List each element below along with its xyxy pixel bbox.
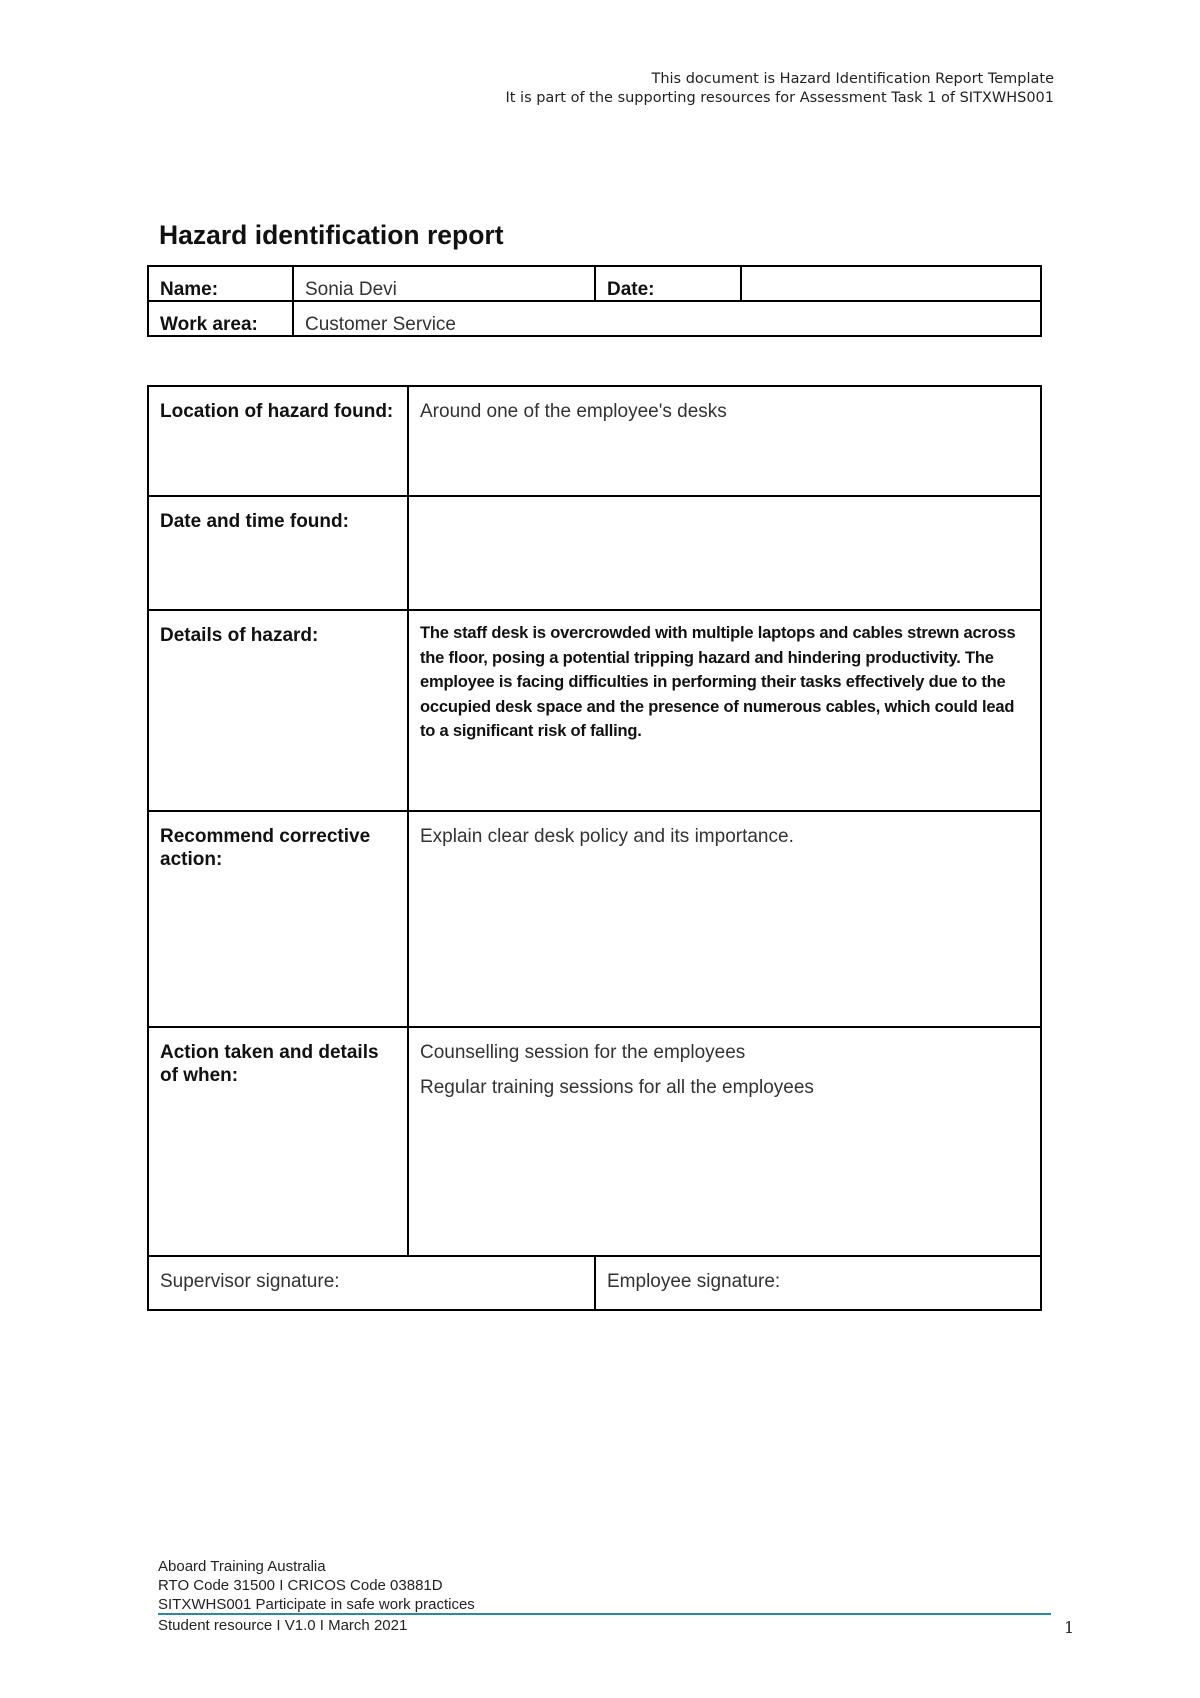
page-footer xyxy=(158,1557,475,1635)
header-line-1: This document is Hazard Identification Report Template xyxy=(651,71,1054,87)
info-row-work-area xyxy=(148,301,1041,336)
supervisor-signature-field[interactable]: Supervisor signature: xyxy=(148,1256,595,1310)
row-location xyxy=(148,386,1041,496)
footer-divider xyxy=(158,1613,1051,1615)
header-line-2: It is part of the supporting resources for Assessment Task 1 of SITXWHS001 xyxy=(505,90,1054,106)
footer-unit: SITXWHS001 Participate in safe work practices xyxy=(158,1596,475,1613)
action-line-2: Regular training sessions for all the employees xyxy=(420,1077,814,1098)
name-label: Name: xyxy=(148,266,293,301)
document-header-note xyxy=(505,70,1054,108)
footer-org: Aboard Training Australia xyxy=(158,1558,326,1575)
row-datetime xyxy=(148,496,1041,610)
row-details xyxy=(148,610,1041,811)
action-label: Action taken and details of when: xyxy=(148,1027,408,1256)
row-action xyxy=(148,1027,1041,1256)
info-row-name xyxy=(148,266,1041,301)
date-field[interactable] xyxy=(741,266,1041,301)
work-area-field[interactable]: Customer Service xyxy=(293,301,1041,336)
location-field[interactable]: Around one of the employee's desks xyxy=(408,386,1041,496)
action-field[interactable] xyxy=(408,1027,1041,1256)
details-label: Details of hazard: xyxy=(148,610,408,811)
date-label: Date: xyxy=(595,266,741,301)
footer-resource: Student resource I V1.0 I March 2021 xyxy=(158,1617,408,1634)
row-signatures xyxy=(148,1256,1041,1310)
details-field[interactable] xyxy=(408,610,1041,811)
row-corrective xyxy=(148,811,1041,1027)
work-area-label: Work area: xyxy=(148,301,293,336)
page-title: Hazard identification report xyxy=(159,220,504,250)
action-line-1: Counselling session for the employees xyxy=(420,1042,746,1063)
corrective-field[interactable]: Explain clear desk policy and its importance. xyxy=(408,811,1041,1027)
page-number: 1 xyxy=(1064,1618,1075,1637)
employee-signature-field[interactable]: Employee signature: xyxy=(595,1256,1041,1310)
hazard-table xyxy=(147,385,1042,1311)
location-label: Location of hazard found: xyxy=(148,386,408,496)
details-text: The staff desk is overcrowded with multiple laptops and cables strewn across the floor, posing a potential tripping hazard and hindering productivity. The employee is facing difficulties in performing their tasks effectively due to the occupied desk space and the presence of numerous cables, which could lead to a significant risk of falling. xyxy=(420,624,1016,740)
info-table xyxy=(147,265,1042,337)
footer-codes: RTO Code 31500 I CRICOS Code 03881D xyxy=(158,1577,443,1594)
name-field[interactable]: Sonia Devi xyxy=(293,266,595,301)
datetime-field[interactable] xyxy=(408,496,1041,610)
datetime-label: Date and time found: xyxy=(148,496,408,610)
corrective-label: Recommend corrective action: xyxy=(148,811,408,1027)
